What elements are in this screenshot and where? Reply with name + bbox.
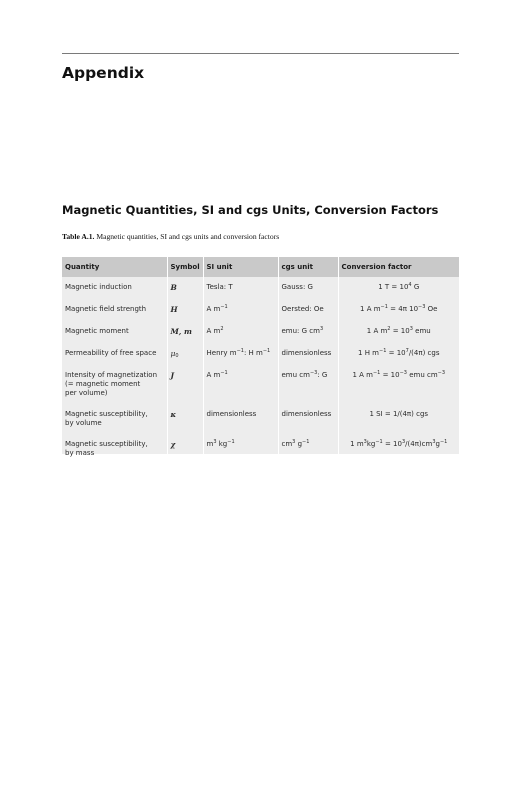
cgs-unit-cell: [278, 343, 338, 365]
quantity-line: (= magnetic moment: [65, 380, 141, 388]
si-unit-cell: [203, 365, 278, 404]
conversion-exponent: −1: [375, 439, 383, 445]
cgs-unit-text: emu: G cm: [281, 327, 320, 335]
si-unit-exponent: −1: [227, 439, 235, 445]
si-unit-cell: [203, 434, 278, 464]
quantity-cell: [62, 299, 167, 321]
symbol-text: χ: [170, 440, 176, 449]
si-unit-text: Henry m: [206, 349, 237, 357]
symbol-cell: [167, 404, 203, 434]
conversion-exponent: −3: [399, 370, 407, 376]
conversion-text: /(4π)cm: [405, 440, 433, 448]
si-unit-cell: [203, 277, 278, 299]
si-unit-exponent: −1: [220, 304, 228, 310]
si-unit-exponent: −1: [220, 370, 228, 376]
caption-label: Table A.1.: [62, 232, 95, 241]
conversion-factor-cell: [338, 299, 459, 321]
table-body: [62, 277, 459, 464]
conversion-text: = 4π 10: [387, 305, 419, 313]
cgs-unit-text: g: [295, 440, 303, 448]
symbol-cell: [167, 434, 203, 464]
symbol-text: J: [170, 371, 175, 380]
quantity-line: Magnetic field strength: [65, 305, 147, 313]
header-conversion-factor: Conversion factor: [338, 257, 459, 277]
quantity-line: by mass: [65, 449, 95, 457]
conversion-text: kg: [366, 440, 376, 448]
conversion-factor-cell: [338, 434, 459, 464]
conversion-text: /(4π) cgs: [408, 349, 440, 357]
si-unit-text: : H m: [243, 349, 263, 357]
conversion-text: Oe: [425, 305, 438, 313]
symbol-cell: [167, 343, 203, 365]
conversion-text: = 10: [380, 371, 400, 379]
conversion-text: = 10: [386, 349, 406, 357]
cgs-unit-text: Oersted: Oe: [281, 305, 324, 313]
conversion-factor-cell: [338, 321, 459, 343]
table-row: [62, 277, 459, 299]
table-row: [62, 365, 459, 404]
cgs-unit-cell: [278, 404, 338, 434]
cgs-unit-exponent: −3: [309, 370, 318, 376]
cgs-unit-cell: [278, 434, 338, 464]
si-unit-text: A m: [206, 305, 221, 313]
quantity-line: Intensity of magnetization: [65, 371, 158, 379]
symbol-subscript: 0: [175, 353, 179, 359]
caption-text: Magnetic quantities, SI and cgs units and conversion factors: [96, 232, 280, 241]
symbol-cell: [167, 365, 203, 404]
quantity-cell: [62, 277, 167, 299]
si-unit-exponent: −1: [236, 348, 244, 354]
conversion-exponent: −1: [379, 348, 387, 354]
symbol-text: κ: [170, 410, 177, 419]
conversion-text: emu: [412, 327, 431, 335]
cgs-unit-cell: [278, 321, 338, 343]
conversion-exponent: −3: [418, 304, 426, 310]
cgs-unit-text: dimensionless: [281, 349, 332, 357]
table-row: [62, 299, 459, 321]
si-unit-text: kg: [216, 440, 228, 448]
page-title: Appendix: [62, 64, 145, 82]
cgs-unit-cell: [278, 277, 338, 299]
conversion-exponent: −1: [439, 439, 448, 445]
si-unit-cell: [203, 299, 278, 321]
si-unit-text: dimensionless: [206, 410, 257, 418]
quantity-line: Magnetic moment: [65, 327, 129, 335]
quantity-line: by volume: [65, 419, 102, 427]
conversion-text: 1 A m: [366, 327, 388, 335]
si-unit-cell: [203, 343, 278, 365]
units-table: [62, 257, 459, 464]
quantity-cell: [62, 365, 167, 404]
header-rule: [62, 53, 459, 54]
cgs-unit-text: Gauss: G: [281, 283, 313, 291]
cgs-unit-cell: [278, 365, 338, 404]
si-unit-text: m: [206, 440, 214, 448]
conversion-text: 1 SI = 1/(4π) cgs: [369, 410, 429, 418]
si-unit-cell: [203, 321, 278, 343]
quantity-cell: [62, 404, 167, 434]
conversion-text: 1 H m: [358, 349, 380, 357]
quantity-line: Permeability of free space: [65, 349, 157, 357]
cgs-unit-text: dimensionless: [281, 410, 332, 418]
quantity-line: Magnetic susceptibility,: [65, 440, 148, 448]
table-row: [62, 434, 459, 464]
si-unit-text: A m: [206, 371, 221, 379]
conversion-exponent: 4: [408, 282, 412, 288]
section-title: Magnetic Quantities, SI and cgs Units, Conversion Factors: [62, 203, 439, 217]
units-table-container: [62, 257, 459, 457]
cgs-unit-cell: [278, 299, 338, 321]
conversion-text: 1 T = 10: [378, 283, 409, 291]
conversion-exponent: 3: [409, 326, 413, 332]
table-row: [62, 404, 459, 434]
conversion-factor-cell: [338, 404, 459, 434]
quantity-cell: [62, 343, 167, 365]
symbol-text: M, m: [170, 327, 192, 336]
conversion-text: 1 A m: [352, 371, 373, 379]
table-caption: [62, 232, 279, 241]
conversion-factor-cell: [338, 277, 459, 299]
quantity-line: Magnetic susceptibility,: [65, 410, 148, 418]
conversion-factor-cell: [338, 343, 459, 365]
symbol-cell: [167, 299, 203, 321]
symbol-text: B: [170, 283, 177, 292]
si-unit-text: A m: [206, 327, 221, 335]
conversion-text: 1 m: [350, 440, 364, 448]
quantity-line: Magnetic induction: [65, 283, 132, 291]
quantity-cell: [62, 434, 167, 464]
table-header-row: [62, 257, 459, 277]
conversion-exponent: −1: [372, 370, 381, 376]
table-row: [62, 321, 459, 343]
cgs-unit-exponent: 3: [292, 439, 296, 445]
conversion-exponent: 7: [405, 348, 409, 354]
header-quantity: Quantity: [62, 257, 167, 277]
cgs-unit-exponent: −1: [302, 439, 310, 445]
header-cgs-unit: cgs unit: [278, 257, 338, 277]
si-unit-exponent: −1: [262, 348, 271, 354]
symbol-cell: [167, 277, 203, 299]
conversion-factor-cell: [338, 365, 459, 404]
si-unit-cell: [203, 404, 278, 434]
conversion-exponent: 3: [363, 439, 367, 445]
cgs-unit-text: : G: [317, 371, 328, 379]
si-unit-text: Tesla: T: [206, 283, 233, 291]
conversion-exponent: 3: [432, 439, 436, 445]
conversion-text: = 10: [382, 440, 402, 448]
si-unit-exponent: 2: [220, 326, 224, 332]
conversion-text: 1 A m: [360, 305, 381, 313]
conversion-exponent: −3: [437, 370, 446, 376]
cgs-unit-text: cm: [281, 440, 293, 448]
conversion-exponent: −1: [380, 304, 388, 310]
symbol-cell: [167, 321, 203, 343]
cgs-unit-text: emu cm: [281, 371, 310, 379]
cgs-unit-exponent: 3: [319, 326, 324, 332]
si-unit-exponent: 3: [213, 439, 217, 445]
table-row: [62, 343, 459, 365]
quantity-line: per volume): [65, 389, 108, 397]
symbol-text: μ: [170, 349, 176, 358]
quantity-cell: [62, 321, 167, 343]
header-si-unit: SI unit: [203, 257, 278, 277]
conversion-text: g: [435, 440, 440, 448]
header-symbol: Symbol: [167, 257, 203, 277]
conversion-exponent: 2: [387, 326, 391, 332]
conversion-text: emu cm: [406, 371, 438, 379]
conversion-exponent: 3: [401, 439, 406, 445]
conversion-text: = 10: [390, 327, 410, 335]
conversion-text: G: [411, 283, 420, 291]
symbol-text: H: [170, 305, 178, 314]
